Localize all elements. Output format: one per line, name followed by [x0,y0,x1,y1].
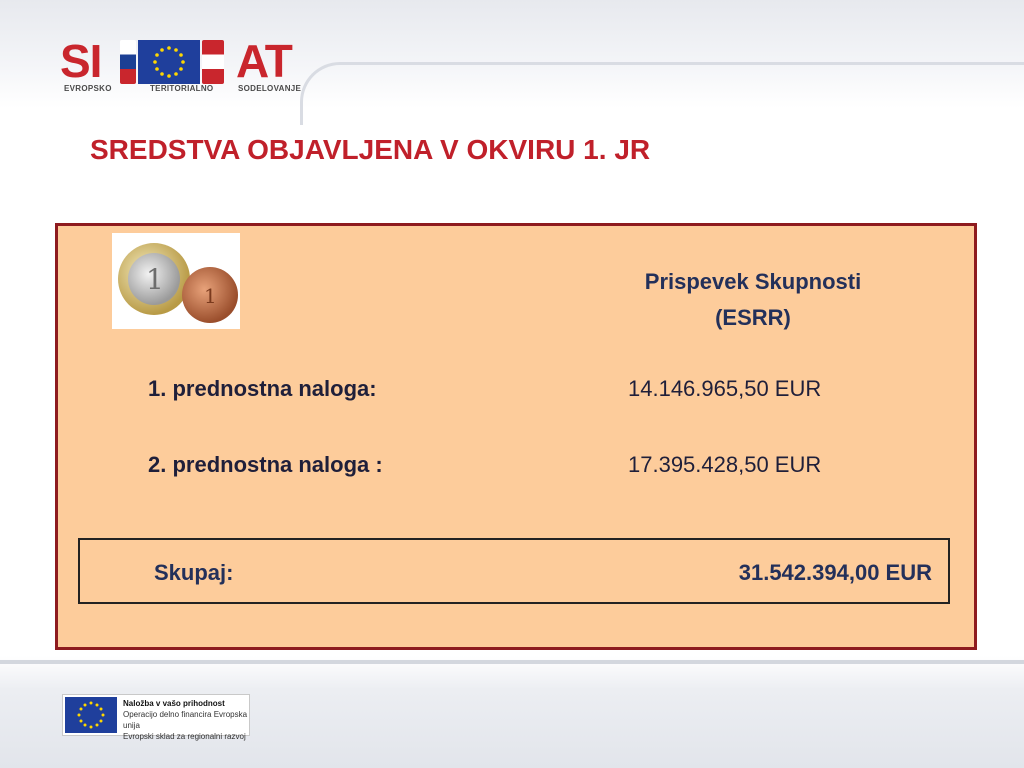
funds-panel [55,223,977,650]
header-divider [300,62,1024,125]
footer-line-1: Naložba v vašo prihodnost [123,699,225,708]
footer-line-2: Operacijo delno financira Evropska unija [123,710,248,730]
logo-subtitle-1: EVROPSKO [64,84,112,93]
eu-funding-notice [62,694,250,741]
si-at-logo [58,36,308,98]
row-2-label: 2. prednostna naloga : [148,452,383,477]
slide-title: SREDSTVA OBJAVLJENA V OKVIRU 1. JR [90,134,651,165]
column-header [568,264,938,336]
eu-funding-text [123,698,249,742]
footer-line-3: Evropski sklad za regionalni razvoj [123,732,246,741]
logo-si-text: SI [60,35,102,87]
austria-flag-icon [202,40,224,84]
svg-text:1: 1 [146,263,164,296]
row-1-label: 1. prednostna naloga: [148,376,377,401]
column-header-line2: (ESRR) [715,305,791,330]
footer-divider [0,660,1024,664]
eu-flag-icon [65,697,117,733]
total-label: Skupaj: [154,560,234,585]
total-row [78,538,950,604]
logo-at-text: AT [236,35,292,87]
total-value: 31.542.394,00 EUR [738,560,932,585]
slovenia-flag-icon [120,40,136,84]
row-2-value: 17.395.428,50 EUR [628,452,822,477]
logo-subtitle-3: SODELOVANJE [238,84,302,93]
column-header-line1: Prispevek Skupnosti [644,269,862,294]
logo-subtitle-2: TERITORIALNO [150,84,214,93]
euro-coins-image [112,233,240,329]
row-1-value: 14.146.965,50 EUR [628,376,822,401]
eu-flag-icon [138,40,200,84]
svg-text:1: 1 [204,284,217,308]
